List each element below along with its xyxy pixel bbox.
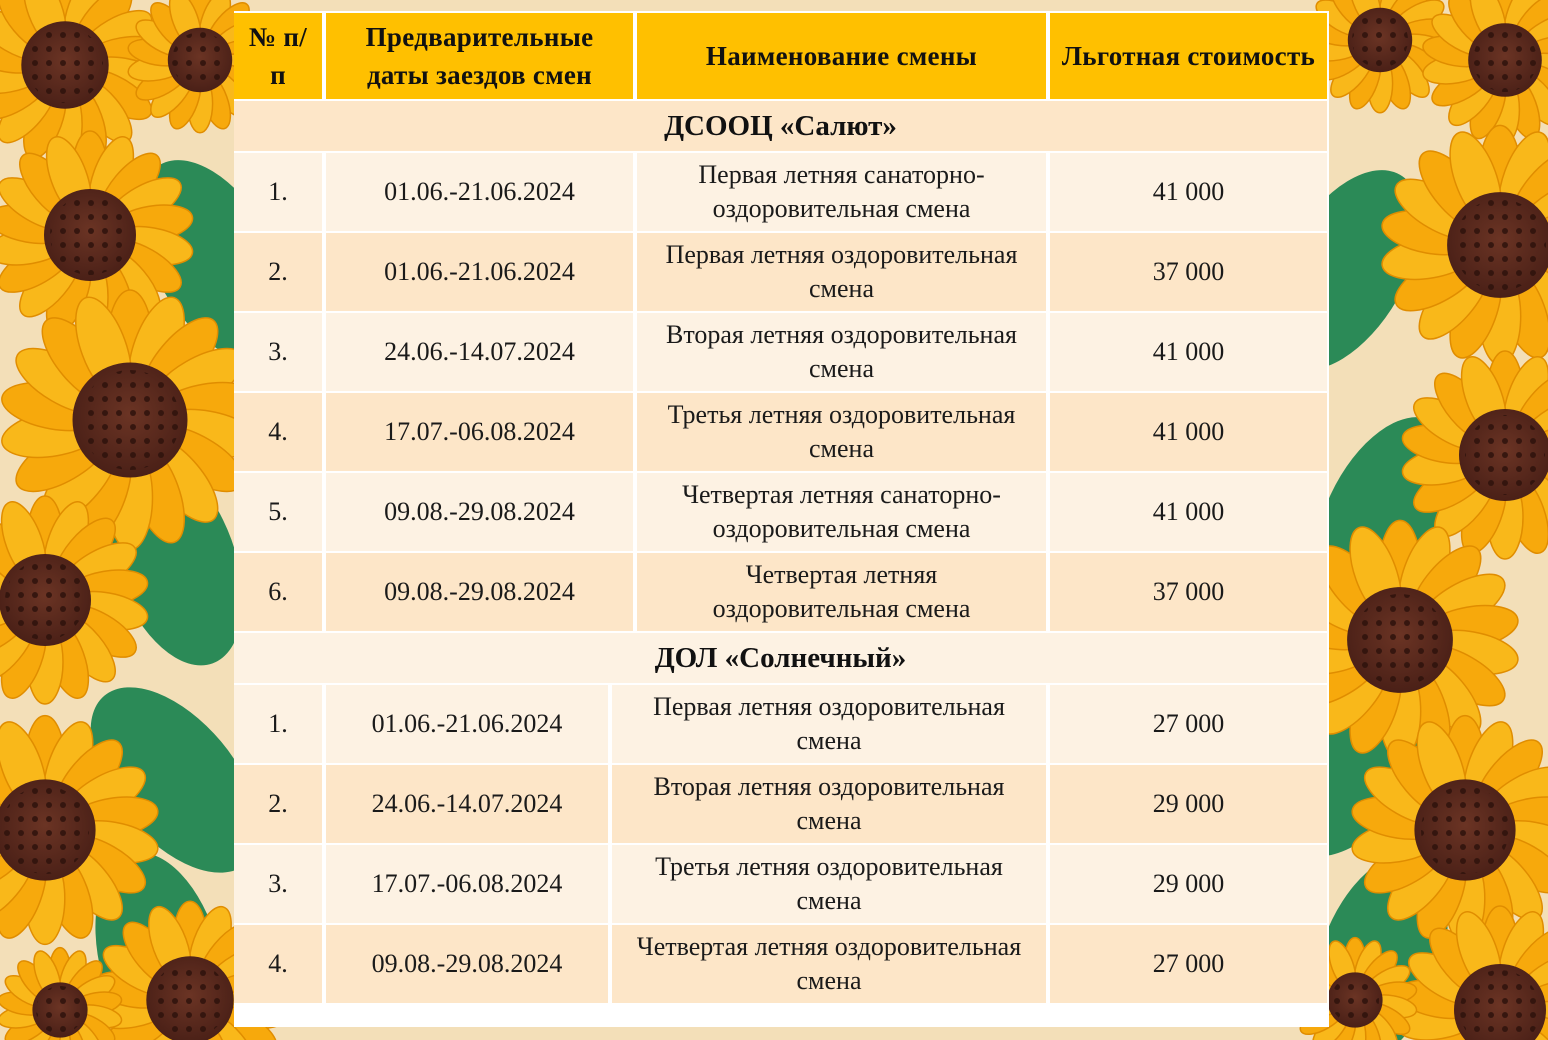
row-shift-name: Третья летняя оздоровительная смена	[612, 845, 1046, 923]
row-shift-name: Вторая летняя оздоровительная смена	[637, 313, 1046, 391]
row-number: 2.	[234, 233, 322, 311]
row-dates: 01.06.-21.06.2024	[326, 685, 608, 763]
row-price: 41 000	[1050, 153, 1327, 231]
row-shift-name: Четвертая летняя оздоровительная смена	[637, 553, 1046, 631]
row-dates: 01.06.-21.06.2024	[326, 233, 633, 311]
row-number: 4.	[234, 925, 322, 1003]
row-shift-name: Четвертая летняя санаторно-оздоровительная смена	[637, 473, 1046, 551]
row-price: 27 000	[1050, 925, 1327, 1003]
row-shift-name: Четвертая летняя оздоровительная смена	[612, 925, 1046, 1003]
row-price: 41 000	[1050, 313, 1327, 391]
price-table	[234, 11, 1329, 1027]
row-price: 37 000	[1050, 553, 1327, 631]
sunflower-shape	[1379, 125, 1548, 364]
row-number: 1.	[234, 685, 322, 763]
row-dates: 17.07.-06.08.2024	[326, 393, 633, 471]
row-shift-name: Третья летняя оздоровительная смена	[637, 393, 1046, 471]
row-number: 1.	[234, 153, 322, 231]
row-price: 27 000	[1050, 685, 1327, 763]
row-number: 6.	[234, 553, 322, 631]
row-number: 3.	[234, 313, 322, 391]
row-price: 41 000	[1050, 473, 1327, 551]
sunflower-shape	[1421, 0, 1548, 143]
row-number: 3.	[234, 845, 322, 923]
row-number: 4.	[234, 393, 322, 471]
section-title: ДСООЦ «Салют»	[234, 101, 1327, 151]
header-dates: Предварительные даты заездов смен	[326, 13, 633, 99]
row-dates: 01.06.-21.06.2024	[326, 153, 633, 231]
section-title: ДОЛ «Солнечный»	[234, 633, 1327, 683]
row-dates: 09.08.-29.08.2024	[326, 553, 633, 631]
row-dates: 09.08.-29.08.2024	[326, 925, 608, 1003]
row-number: 2.	[234, 765, 322, 843]
row-price: 29 000	[1050, 765, 1327, 843]
row-price: 37 000	[1050, 233, 1327, 311]
row-price: 29 000	[1050, 845, 1327, 923]
row-shift-name: Первая летняя оздоровительная смена	[612, 685, 1046, 763]
row-dates: 24.06.-14.07.2024	[326, 313, 633, 391]
row-shift-name: Первая летняя оздоровительная смена	[637, 233, 1046, 311]
row-price: 41 000	[1050, 393, 1327, 471]
row-shift-name: Первая летняя санаторно-оздоровительная смена	[637, 153, 1046, 231]
row-dates: 09.08.-29.08.2024	[326, 473, 633, 551]
header-name: Наименование смены	[637, 13, 1046, 99]
header-num: № п/п	[234, 13, 322, 99]
header-price: Льготная стоимость	[1050, 13, 1327, 99]
row-dates: 24.06.-14.07.2024	[326, 765, 608, 843]
row-shift-name: Вторая летняя оздоровительная смена	[612, 765, 1046, 843]
row-dates: 17.07.-06.08.2024	[326, 845, 608, 923]
row-number: 5.	[234, 473, 322, 551]
